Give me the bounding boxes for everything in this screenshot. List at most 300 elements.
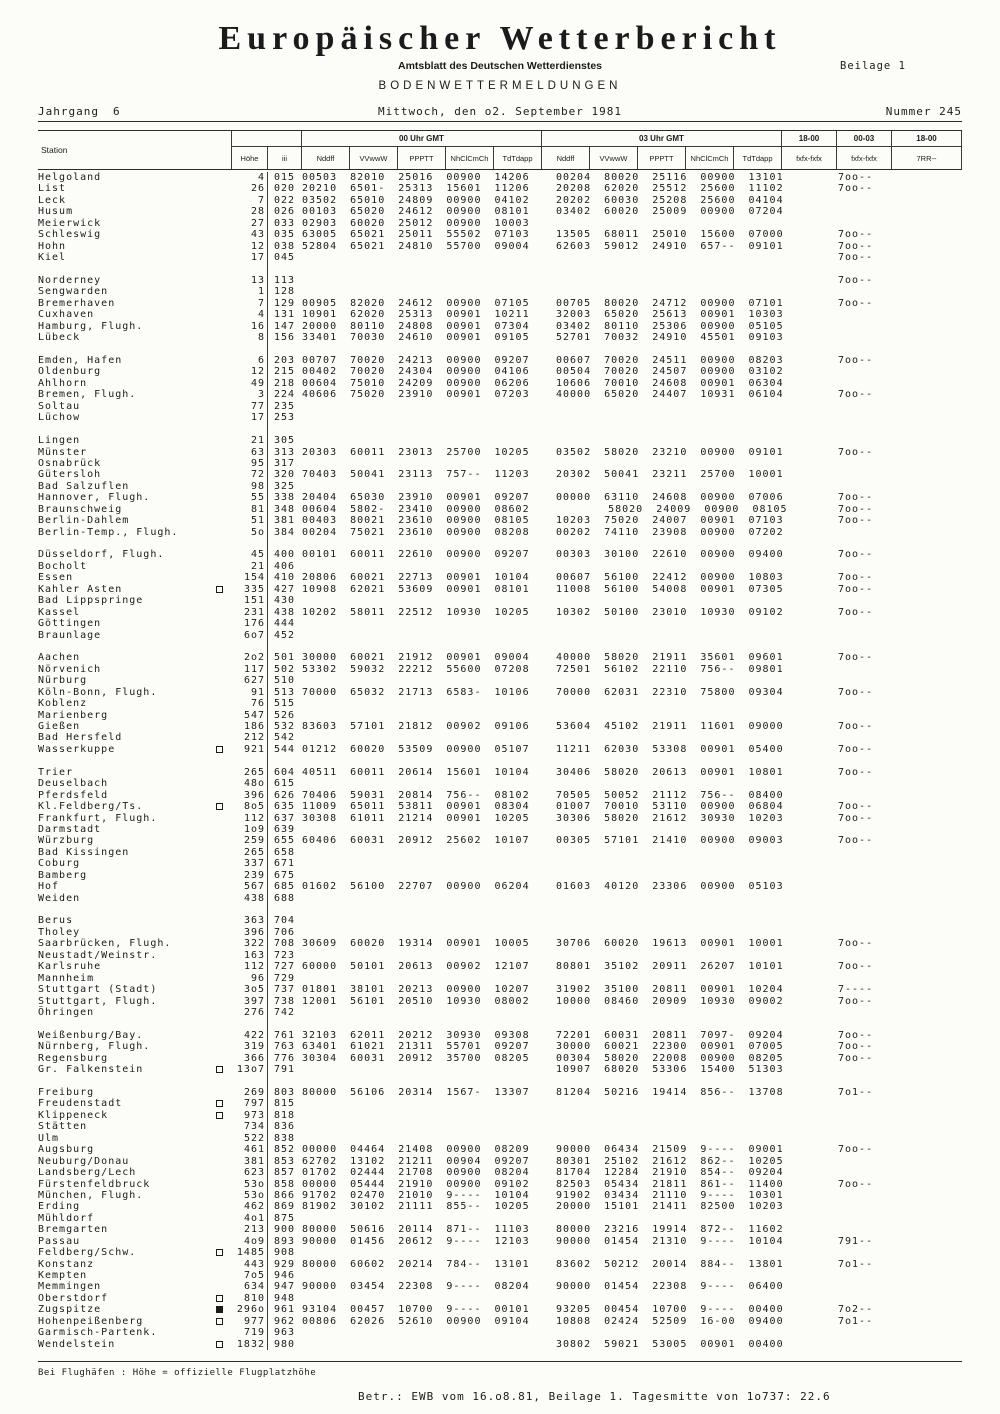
station-id: 131 <box>274 309 296 321</box>
station-height: 112 <box>232 961 268 972</box>
station-name: Frankfurt, Flugh. <box>38 812 158 824</box>
spacer-row <box>38 1076 962 1087</box>
obs-03-gmt <box>556 1213 792 1224</box>
station-name: Würzburg <box>38 835 95 847</box>
station-id: 815 <box>274 1098 296 1110</box>
station-marker <box>216 572 232 583</box>
table-row <box>38 504 962 515</box>
station-marker <box>216 847 232 858</box>
station-id: 852 <box>274 1144 296 1156</box>
station-marker <box>216 584 232 595</box>
table-row <box>38 412 962 423</box>
obs-03-gmt <box>556 630 792 641</box>
station-id: 857 <box>274 1167 296 1179</box>
obs-00-gmt <box>302 675 542 686</box>
obs-00-gmt <box>302 561 542 572</box>
station-height: 627 <box>232 675 268 686</box>
precip-value: 7oo-- <box>838 606 874 618</box>
obs-03-gmt <box>556 1098 792 1109</box>
station-marker <box>216 790 232 801</box>
station-height: 21 <box>232 435 268 446</box>
table-row <box>38 1327 962 1338</box>
obs-00-gmt: 30304 60031 20912 35700 08205 <box>302 1052 530 1064</box>
station-marker <box>216 1270 232 1281</box>
station-height: 77 <box>232 401 268 412</box>
obs-00-gmt: 81902 30102 21111 855-- 10205 <box>302 1201 530 1213</box>
obs-00-gmt: 80000 60602 20214 784-- 13101 <box>302 1258 530 1270</box>
station-id: 688 <box>274 892 296 904</box>
station-name: Berlin-Dahlem <box>38 515 130 527</box>
col-00-03: 00-03 <box>837 131 892 147</box>
obs-00-gmt <box>302 710 542 721</box>
obs-03-gmt: 30406 58020 20613 00901 10801 <box>556 766 784 778</box>
precip-value: 7o1-- <box>838 1315 874 1327</box>
table-row <box>38 527 962 538</box>
station-height: 91 <box>232 687 268 698</box>
station-marker <box>216 389 232 400</box>
station-marker <box>216 927 232 938</box>
obs-00-gmt: 90000 01456 20612 9---- 12103 <box>302 1235 530 1247</box>
col-18-00: 18-00 <box>782 131 837 147</box>
table-row <box>38 1190 962 1201</box>
table-row <box>38 321 962 332</box>
obs-00-gmt: 20303 60011 23013 25700 10205 <box>302 446 530 458</box>
obs-00-gmt: 00403 80021 23610 00900 08105 <box>302 515 530 527</box>
station-height: 269 <box>232 1087 268 1098</box>
obs-00-gmt <box>302 893 542 904</box>
precip-value: 7oo-- <box>838 183 874 195</box>
station-height: 396 <box>232 790 268 801</box>
station-marker <box>216 1201 232 1212</box>
obs-03-gmt: 00504 70020 24507 00900 03102 <box>556 366 784 378</box>
obs-00-gmt <box>302 950 542 961</box>
obs-03-gmt: 72201 60031 20811 7097- 09204 <box>556 1029 784 1041</box>
station-marker <box>216 824 232 835</box>
station-marker <box>216 561 232 572</box>
precip-value: 7oo-- <box>838 297 874 309</box>
obs-03-gmt: 30306 58020 21612 30930 10203 <box>556 812 784 824</box>
obs-00-gmt: 10901 62020 25313 00901 10211 <box>302 309 530 321</box>
obs-03-gmt <box>556 561 792 572</box>
station-name: Deuselbach <box>38 778 109 790</box>
table-row <box>38 389 962 400</box>
obs-03-gmt <box>556 915 792 926</box>
station-id: 685 <box>274 881 296 893</box>
table-row <box>38 1007 962 1018</box>
station-name: Emden, Hafen <box>38 355 123 366</box>
obs-00-gmt: 01212 60020 53509 00900 05107 <box>302 743 530 755</box>
obs-03-gmt: 40000 58020 21911 35601 09601 <box>556 652 784 664</box>
table-row <box>38 229 962 240</box>
table-row <box>38 1053 962 1064</box>
section-title: BODENWETTERMELDUNGEN <box>378 80 622 92</box>
station-height: 176 <box>232 618 268 629</box>
station-height: 26 <box>232 183 268 194</box>
open-square-icon <box>216 1318 223 1325</box>
obs-00-gmt: 32103 62011 20212 30930 09308 <box>302 1029 530 1041</box>
station-id: 515 <box>274 698 296 710</box>
station-marker <box>216 286 232 297</box>
col-vvwww-00: VVwwW <box>350 147 398 169</box>
precip-value: 7oo-- <box>838 355 874 366</box>
station-name: Braunlage <box>38 629 102 641</box>
station-height: 337 <box>232 858 268 869</box>
station-name: Coburg <box>38 858 81 870</box>
obs-03-gmt: 80000 23216 19914 872-- 11602 <box>556 1224 784 1236</box>
obs-00-gmt <box>302 275 542 286</box>
obs-03-gmt: 81204 50216 19414 856-- 13708 <box>556 1087 784 1098</box>
station-marker <box>216 915 232 926</box>
table-row <box>38 275 962 286</box>
station-height: 422 <box>232 1030 268 1041</box>
table-row <box>38 572 962 583</box>
table-row <box>38 378 962 389</box>
obs-00-gmt <box>302 1133 542 1144</box>
obs-03-gmt <box>556 1133 792 1144</box>
obs-00-gmt: 00707 70020 24213 00900 09207 <box>302 355 530 366</box>
table-row <box>38 1224 962 1235</box>
station-marker <box>216 687 232 698</box>
station-marker <box>216 481 232 492</box>
obs-00-gmt <box>302 778 542 789</box>
precip-value: 7oo-- <box>838 938 874 950</box>
station-marker <box>216 1190 232 1201</box>
obs-00-gmt: 00402 70020 24304 00900 04106 <box>302 366 530 378</box>
station-name: Münster <box>38 446 88 458</box>
station-height: 4o1 <box>232 1213 268 1224</box>
table-row <box>38 1259 962 1270</box>
obs-03-gmt: 00705 80020 24712 00900 07101 <box>556 297 784 309</box>
col-hoehe: Höhe <box>232 147 268 169</box>
page-subtitle: Amtsblatt des Deutschen Wetterdienstes <box>397 60 603 72</box>
nummer-label: Nummer <box>885 105 932 118</box>
station-id: 325 <box>274 480 296 492</box>
station-height: 322 <box>232 938 268 949</box>
precip-value: 7oo-- <box>838 686 874 698</box>
station-marker <box>216 321 232 332</box>
station-name: Öhringen <box>38 1006 95 1018</box>
col-iii: iii <box>268 147 302 169</box>
station-name: Hohenpeißenberg <box>38 1315 144 1327</box>
station-name: Hohn <box>38 240 67 252</box>
table-row <box>38 675 962 686</box>
station-marker <box>216 527 232 538</box>
station-marker <box>216 492 232 503</box>
station-height: 623 <box>232 1167 268 1178</box>
obs-00-gmt <box>302 870 542 881</box>
obs-00-gmt <box>302 412 542 423</box>
station-id: 838 <box>274 1132 296 1144</box>
obs-03-gmt <box>556 435 792 446</box>
col-cloud-03: NhClCmCh <box>686 147 734 169</box>
obs-03-gmt <box>556 893 792 904</box>
station-id: 338 <box>274 492 296 504</box>
precip-value: 7o2-- <box>838 1304 874 1316</box>
station-id: 113 <box>274 274 296 286</box>
precip-value: 7oo-- <box>838 572 874 584</box>
station-marker <box>216 366 232 377</box>
obs-03-gmt <box>556 1247 792 1258</box>
station-marker <box>216 206 232 217</box>
station-name: Cuxhaven <box>38 309 95 321</box>
station-name: Fürstenfeldbruck <box>38 1178 151 1190</box>
precip-value: 7oo-- <box>838 1052 874 1064</box>
table-row <box>38 1110 962 1121</box>
station-id: 948 <box>274 1292 296 1304</box>
station-marker <box>216 1133 232 1144</box>
table-row <box>38 366 962 377</box>
table-row <box>38 549 962 560</box>
jahrgang-label: Jahrgang <box>38 105 99 118</box>
table-row <box>38 664 962 675</box>
filled-square-icon <box>216 1306 223 1313</box>
obs-03-gmt <box>556 732 792 743</box>
nummer <box>886 105 962 118</box>
obs-00-gmt: 90000 03454 22308 9---- 08204 <box>302 1281 530 1293</box>
precip-value: 7oo-- <box>838 1041 874 1053</box>
station-marker <box>216 801 232 812</box>
station-marker <box>216 744 232 755</box>
obs-00-gmt: 62702 13102 21211 00904 09207 <box>302 1155 530 1167</box>
obs-00-gmt <box>302 824 542 835</box>
station-id: 615 <box>274 778 296 790</box>
station-id: 818 <box>274 1109 296 1121</box>
station-name: Berus <box>38 915 74 927</box>
station-name: Osnabrück <box>38 457 102 469</box>
station-name: Helgoland <box>38 172 102 183</box>
obs-00-gmt <box>302 732 542 743</box>
obs-03-gmt <box>556 824 792 835</box>
station-name: Weiden <box>38 892 81 904</box>
station-height: 6 <box>232 355 268 366</box>
station-height: 49 <box>232 378 268 389</box>
table-row <box>38 469 962 480</box>
precip-value: 7oo-- <box>838 274 874 286</box>
open-square-icon <box>216 1341 223 1348</box>
table-row <box>38 183 962 194</box>
station-name: Pferdsfeld <box>38 789 109 801</box>
station-height: 48o <box>232 778 268 789</box>
col-ppptt-00: PPPTT <box>398 147 446 169</box>
station-name: Gütersloh <box>38 469 102 481</box>
station-marker <box>216 1053 232 1064</box>
station-id: 038 <box>274 240 296 252</box>
obs-00-gmt: 80000 56106 20314 1567- 13307 <box>302 1087 530 1098</box>
obs-03-gmt <box>556 778 792 789</box>
precip-value: 7oo-- <box>838 240 874 252</box>
station-id: 776 <box>274 1052 296 1064</box>
station-id: 348 <box>274 503 296 515</box>
station-height: 154 <box>232 572 268 583</box>
precip-value: 7oo-- <box>838 835 874 847</box>
station-id: 947 <box>274 1281 296 1293</box>
precip-value: 7oo-- <box>838 172 874 183</box>
precip-value: 7oo-- <box>838 389 874 401</box>
obs-00-gmt <box>302 698 542 709</box>
station-id: 737 <box>274 984 296 996</box>
station-height: 13o7 <box>232 1064 268 1075</box>
table-row <box>38 298 962 309</box>
obs-00-gmt <box>302 847 542 858</box>
table-row <box>38 1030 962 1041</box>
station-id: 444 <box>274 618 296 630</box>
obs-03-gmt: 13505 68011 25010 15600 07000 <box>556 229 784 241</box>
obs-03-gmt: 81704 12284 21910 854-- 09204 <box>556 1167 784 1179</box>
obs-00-gmt: 60406 60031 20912 25602 10107 <box>302 835 530 847</box>
table-row <box>38 893 962 904</box>
station-height: 12 <box>232 366 268 377</box>
station-id: 980 <box>274 1338 296 1350</box>
station-id: 639 <box>274 823 296 835</box>
obs-00-gmt: 33401 70030 24610 00901 09105 <box>302 332 530 344</box>
station-marker <box>216 1247 232 1258</box>
station-marker <box>216 195 232 206</box>
col-hoehe-iii-spacer <box>232 131 302 147</box>
station-height: 921 <box>232 744 268 755</box>
station-name: Kassel <box>38 606 81 618</box>
obs-00-gmt: 40606 75020 23910 00901 07203 <box>302 389 530 401</box>
station-name: Bad Kissingen <box>38 846 130 858</box>
col-fxfx-a: fxfx-fxfx <box>782 147 837 169</box>
station-id: 156 <box>274 332 296 344</box>
obs-00-gmt: 30609 60020 19314 00901 10005 <box>302 938 530 950</box>
col-7rr: 7RR-- <box>892 147 962 169</box>
table-row <box>38 1144 962 1155</box>
station-id: 626 <box>274 789 296 801</box>
station-marker <box>216 1339 232 1350</box>
station-height: 719 <box>232 1327 268 1338</box>
obs-03-gmt: 20302 50041 23211 25700 10001 <box>556 469 784 481</box>
col-tdtdapp-03: TdTdapp <box>734 147 782 169</box>
obs-03-gmt <box>556 275 792 286</box>
table-row <box>38 286 962 297</box>
obs-00-gmt <box>302 595 542 606</box>
station-marker <box>216 1179 232 1190</box>
table-row <box>38 458 962 469</box>
station-name: Marienberg <box>38 709 109 721</box>
obs-03-gmt: 00204 80020 25116 00900 13101 <box>556 172 784 183</box>
obs-03-gmt: 52701 70032 24910 45501 09103 <box>556 332 784 344</box>
obs-03-gmt: 90000 06434 21509 9---- 09001 <box>556 1144 784 1156</box>
station-marker <box>216 1144 232 1155</box>
obs-03-gmt <box>556 252 792 263</box>
station-name: List <box>38 183 67 195</box>
precip-value: 7---- <box>838 984 874 996</box>
station-name: Karlsruhe <box>38 961 102 973</box>
station-name: Hamburg, Flugh. <box>38 320 144 332</box>
obs-00-gmt: 00503 82010 25016 00900 14206 <box>302 172 530 183</box>
col-tdtdapp-00: TdTdapp <box>494 147 542 169</box>
station-height: 239 <box>232 870 268 881</box>
station-name: Kempten <box>38 1270 88 1281</box>
station-id: 020 <box>274 183 296 195</box>
station-marker <box>216 1236 232 1247</box>
station-name: Memmingen <box>38 1281 102 1293</box>
station-height: 363 <box>232 915 268 926</box>
station-height: 7o5 <box>232 1270 268 1281</box>
spacer-row <box>38 641 962 652</box>
obs-03-gmt <box>556 973 792 984</box>
obs-03-gmt: 10000 08460 20909 10930 09002 <box>556 995 784 1007</box>
table-row <box>38 1041 962 1052</box>
station-name: Saarbrücken, Flugh. <box>38 938 172 950</box>
obs-00-gmt: 20000 80110 24808 00901 07304 <box>302 320 530 332</box>
station-marker <box>216 1156 232 1167</box>
station-name: Regensburg <box>38 1052 109 1064</box>
station-id: 320 <box>274 469 296 481</box>
station-id: 410 <box>274 572 296 584</box>
obs-00-gmt: 01602 56100 22707 00900 06204 <box>302 881 530 893</box>
top-divider <box>38 121 962 122</box>
table-row <box>38 778 962 789</box>
spacer-row <box>38 264 962 275</box>
station-height: 443 <box>232 1259 268 1270</box>
station-height: 1485 <box>232 1247 268 1258</box>
obs-00-gmt <box>302 858 542 869</box>
obs-03-gmt: 53604 45102 21911 11601 09000 <box>556 721 784 732</box>
station-name: Bremen, Flugh. <box>38 389 137 401</box>
station-id: 501 <box>274 652 296 664</box>
station-marker <box>216 858 232 869</box>
precip-value: 7oo-- <box>838 503 874 515</box>
station-marker <box>216 1110 232 1121</box>
station-name: Freiburg <box>38 1087 95 1098</box>
station-marker <box>216 1167 232 1178</box>
table-row <box>38 1293 962 1304</box>
table-row <box>38 1270 962 1281</box>
station-marker <box>216 378 232 389</box>
station-marker <box>216 652 232 663</box>
station-height: 4 <box>232 172 268 183</box>
table-row <box>38 447 962 458</box>
station-id: 400 <box>274 549 296 561</box>
obs-00-gmt: 60000 50101 20613 00902 12107 <box>302 961 530 973</box>
obs-00-gmt: 20404 65030 23910 00901 09207 <box>302 492 530 504</box>
table-row <box>38 1133 962 1144</box>
table-row <box>38 652 962 663</box>
station-marker <box>216 893 232 904</box>
col-cloud-00: NhClCmCh <box>446 147 494 169</box>
station-height: 13 <box>232 275 268 286</box>
obs-00-gmt <box>302 1293 542 1304</box>
table-row <box>38 1087 962 1098</box>
station-name: Köln-Bonn, Flugh. <box>38 686 158 698</box>
station-name: Landsberg/Lech <box>38 1167 137 1179</box>
obs-03-gmt: 90000 01454 22308 9---- 06400 <box>556 1281 784 1293</box>
obs-00-gmt: 00000 05444 21910 00900 09102 <box>302 1178 530 1190</box>
table-row <box>38 630 962 641</box>
station-marker <box>216 1224 232 1235</box>
issue-date: Mittwoch, den o2. September 1981 <box>378 105 622 118</box>
station-marker <box>216 1087 232 1098</box>
station-marker <box>216 332 232 343</box>
station-id: 637 <box>274 812 296 824</box>
obs-00-gmt: 00000 04464 21408 00900 08209 <box>302 1144 530 1156</box>
station-name: Neustadt/Weinstr. <box>38 949 158 961</box>
station-name: Konstanz <box>38 1258 95 1270</box>
station-marker <box>216 835 232 846</box>
station-name: Kiel <box>38 252 67 264</box>
station-marker <box>216 1281 232 1292</box>
obs-00-gmt <box>302 1098 542 1109</box>
station-marker <box>216 515 232 526</box>
obs-03-gmt: 00202 74110 23908 00900 07202 <box>556 526 784 538</box>
station-id: 866 <box>274 1189 296 1201</box>
station-height: 634 <box>232 1281 268 1292</box>
col-fxfx-b: fxfx-fxfx <box>837 147 892 169</box>
station-height: 1832 <box>232 1339 268 1350</box>
station-marker <box>216 732 232 743</box>
